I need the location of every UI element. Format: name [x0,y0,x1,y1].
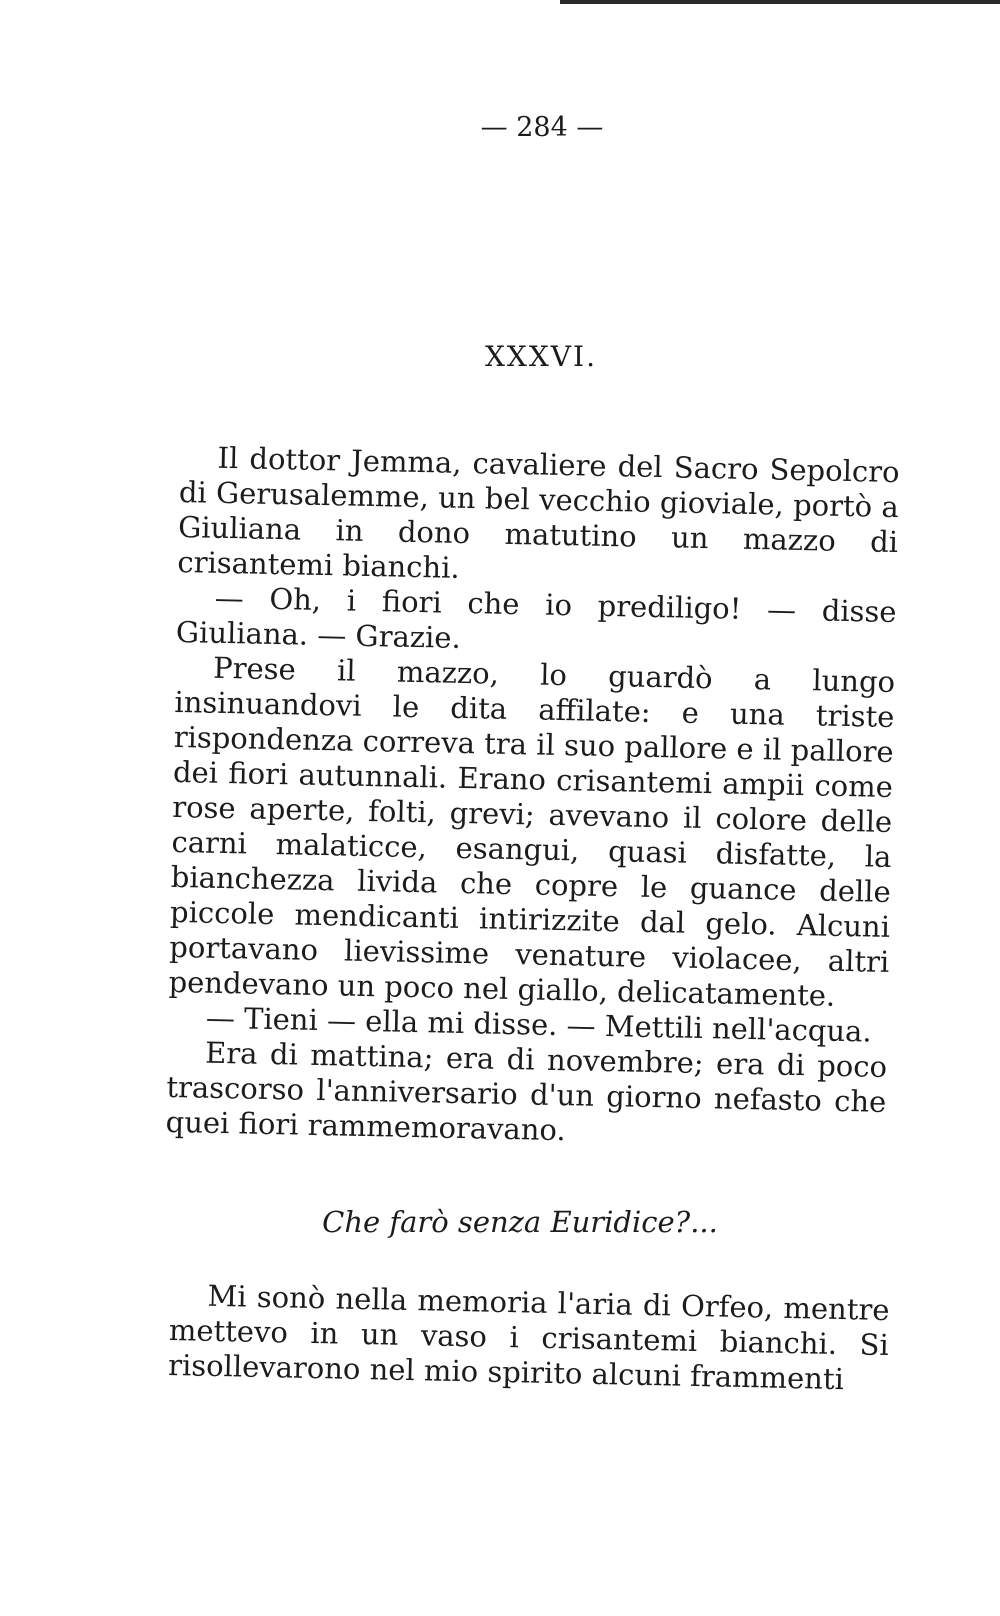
page-number: — 284 — [480,112,604,143]
paragraph-4: — Tieni — ella mi disse. — Mettili nell'acqua. [205,1000,872,1049]
paragraph-2: — Oh, i fiori che io prediligo! — disse Giuliana. — Grazie. [175,580,897,655]
italic-quote: Che farò senza Euridice?... [322,1205,718,1239]
body-text [165,440,900,1155]
closing-text [168,1278,890,1398]
paragraph-3: Prese il mazzo, lo guardò a lungo insinuandovi le dita affilate: e una triste rispondenza correva tra il suo pallore e il pallore dei fiori autunnali. Erano crisantemi ampii come rose aperte, folti, grevi; avevano il colore delle carni malaticce, esangui, quasi disfatte, la bianchezza livida che copre le guance delle piccole mendicanti intirizzite dal gelo. Alcuni portavano lievissime venature violacee, altri pendevano un poco nel giallo, delicatamente. [168,650,896,1013]
chapter-title: XXXVI. [485,340,597,373]
paragraph-5: Era di mattina; era di novembre; era di poco trascorso l'anniversario d'un giorno nefasto che quei fiori rammemoravano. [165,1035,888,1148]
top-edge-rule [560,0,1000,4]
paragraph-1: Il dottor Jemma, cavaliere del Sacro Sepolcro di Gerusalemme, un bel vecchio gioviale, portò a Giuliana in dono matutino un mazzo di crisantemi bianchi. [177,440,900,585]
paragraph-6: Mi sonò nella memoria l'aria di Orfeo, mentre mettevo in un vaso i crisantemi bianchi. Si risollevarono nel mio spirito alcuni frammenti [167,1278,890,1397]
